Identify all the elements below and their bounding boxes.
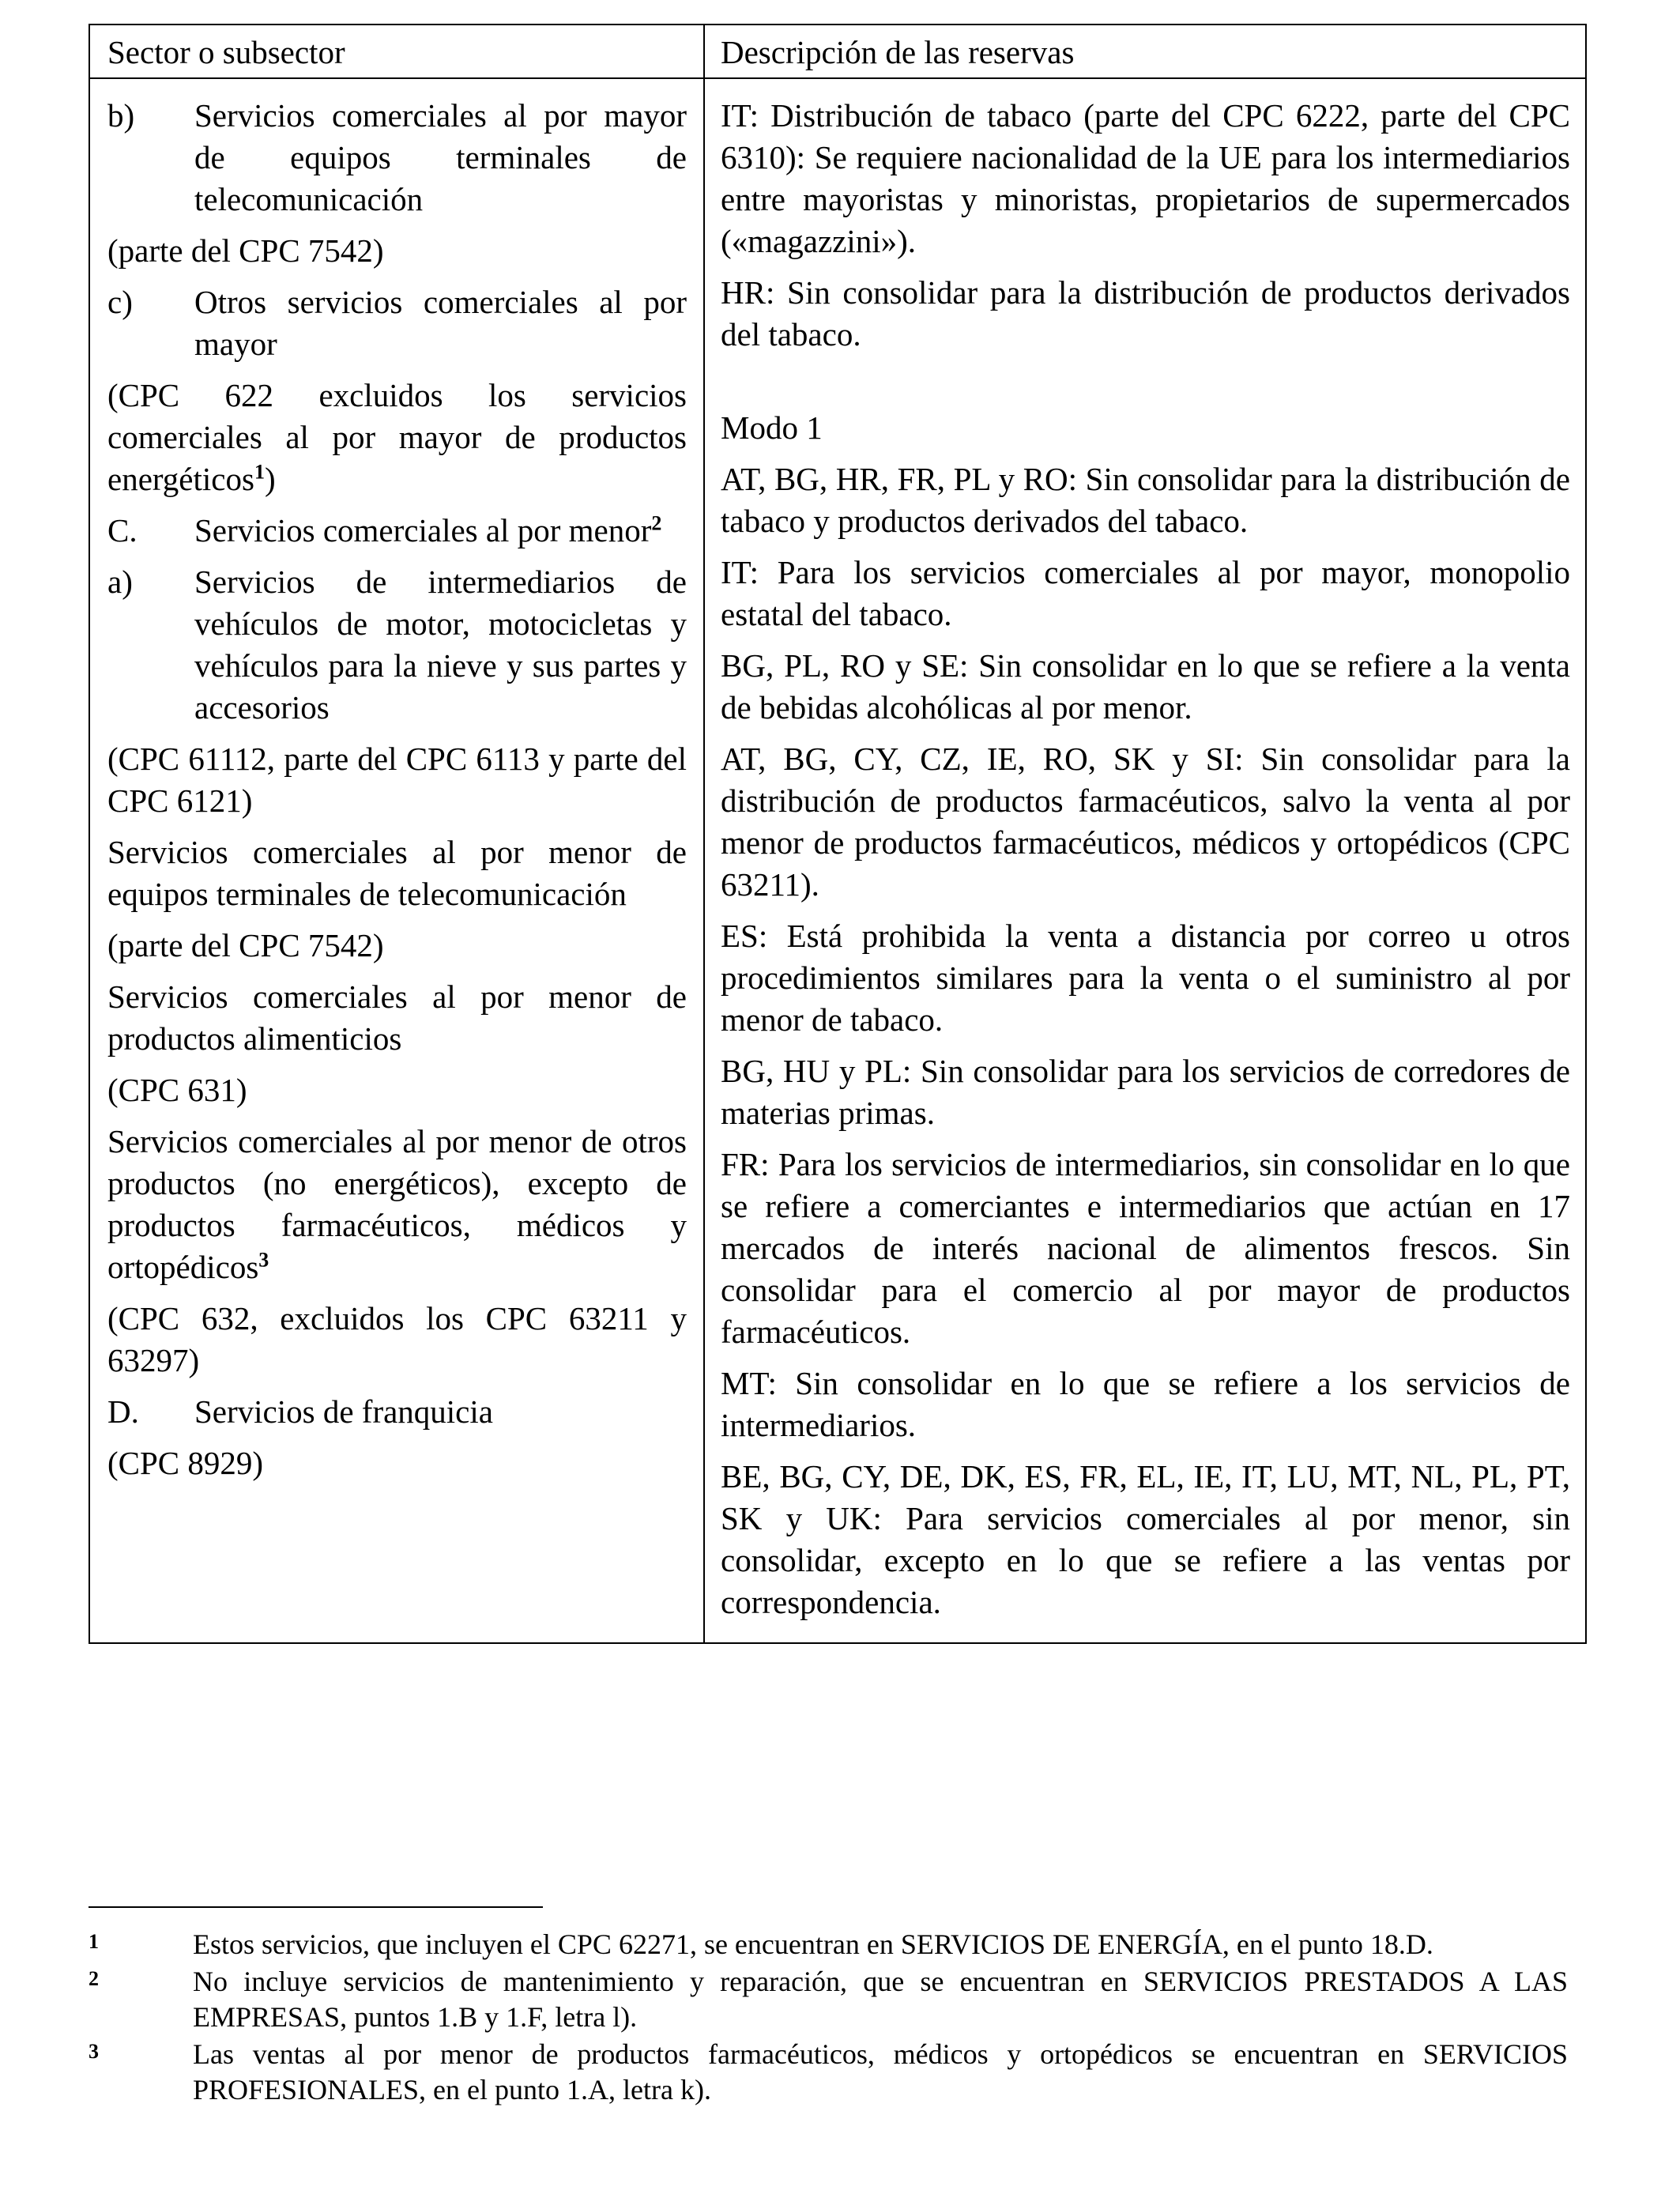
footnote-text: Estos servicios, que incluyen el CPC 62271, se encuentran en SERVICIOS DE ENERGÍA, en el punto 18.D. (193, 1928, 1433, 1960)
reservation-es-distance: ES: Está prohibida la venta a distancia por correo u otros procedimientos similares para la venta o el suministro al por menor de tabaco. (721, 918, 1570, 1038)
other-cpc: (CPC 632, excluidos los CPC 63211 y 63297) (107, 1300, 687, 1378)
reservation-bg-hu-pl: BG, HU y PL: Sin consolidar para los servicios de corredores de materias primas. (721, 1053, 1570, 1131)
footnote-number: 1 (89, 1930, 99, 1953)
item-D-text: Servicios de franquicia (194, 1393, 493, 1430)
item-C (107, 510, 687, 552)
item-a-cpc: (CPC 61112, parte del CPC 6113 y parte del CPC 6121) (107, 741, 687, 819)
footnote-number: 3 (89, 2040, 99, 2063)
sector-column (107, 95, 687, 1484)
footnote-text: No incluye servicios de mantenimiento y reparación, que se encuentran en SERVICIOS PRESTADOS A LAS EMPRESAS, puntos 1.B y 1.F, letra l). (193, 1966, 1568, 2033)
item-a-label: a) (107, 564, 133, 600)
item-c-cpc-text: (CPC 622 excluidos los servicios comerciales al por mayor de productos energéticos (107, 377, 687, 497)
footnote-ref-1[interactable]: 1 (254, 460, 265, 484)
reservation-mt: MT: Sin consolidar en lo que se refiere a los servicios de intermediarios. (721, 1365, 1570, 1443)
reservation-at-bg-hr: AT, BG, HR, FR, PL y RO: Sin consolidar para la distribución de tabaco y productos derivados del tabaco. (721, 461, 1570, 539)
telecom-retail: Servicios comerciales al por menor de equipos terminales de telecomunicación (107, 834, 687, 912)
footnote-1 (89, 1927, 1568, 1962)
item-a-text: Servicios de intermediarios de vehículos de motor, motocicletas y vehículos para la nieve y sus partes y accesorios (194, 564, 687, 726)
item-b-text: Servicios comerciales al por mayor de equipos terminales de telecomunicación (194, 97, 687, 217)
column-divider (703, 25, 705, 1642)
other-retail (107, 1121, 687, 1288)
other-retail-text: Servicios comerciales al por menor de otros productos (no energéticos), excepto de productos farmacéuticos, médicos y ortopédicos (107, 1123, 687, 1285)
footnote-rule (89, 1906, 543, 1908)
spacer (721, 356, 1570, 398)
item-C-label: C. (107, 512, 137, 548)
footnote-3 (89, 2037, 1568, 2108)
footnotes (89, 1927, 1568, 2108)
footnote-ref-2[interactable]: 2 (651, 511, 662, 535)
mode-heading: Modo 1 (721, 409, 823, 446)
reservation-at-pharma: AT, BG, CY, CZ, IE, RO, SK y SI: Sin consolidar para la distribución de productos farmacéuticos, salvo la venta al por menor de productos farmacéuticos, médicos y ortopédicos (CPC 63211). (721, 741, 1570, 903)
footnote-2 (89, 1964, 1568, 2035)
item-c-text: Otros servicios comerciales al por mayor (194, 284, 687, 362)
item-c (107, 281, 687, 365)
header-divider (90, 77, 1585, 79)
reservation-fr-markets: FR: Para los servicios de intermediarios, sin consolidar en lo que se refiere a comerciantes e intermediarios que actúan en 17 mercados de interés nacional de alimentos frescos. Sin consolidar para el comercio al por mayor de productos farmacéuticos. (721, 1146, 1570, 1350)
description-column (721, 95, 1570, 1623)
food-retail: Servicios comerciales al por menor de productos alimenticios (107, 978, 687, 1057)
item-C-text: Servicios comerciales al por menor (194, 512, 652, 548)
reservation-it-tobacco: IT: Distribución de tabaco (parte del CPC 6222, parte del CPC 6310): Se requiere nacionalidad de la UE para los intermediarios entre mayoristas y minoristas, propietarios de supermercados («magazzini»). (721, 97, 1570, 259)
footnote-ref-3[interactable]: 3 (258, 1248, 269, 1272)
item-D (107, 1391, 687, 1433)
reservations-table (89, 24, 1587, 1644)
item-b-label: b) (107, 97, 135, 134)
header-sector: Sector o subsector (107, 34, 345, 70)
reservation-hr-tobacco: HR: Sin consolidar para la distribución de productos derivados del tabaco. (721, 274, 1570, 352)
reservation-bg-pl-ro-se: BG, PL, RO y SE: Sin consolidar en lo que se refiere a la venta de bebidas alcohólicas al por menor. (721, 647, 1570, 726)
food-cpc: (CPC 631) (107, 1072, 247, 1108)
reservation-it-monopoly: IT: Para los servicios comerciales al por mayor, monopolio estatal del tabaco. (721, 554, 1570, 632)
item-c-label: c) (107, 284, 133, 320)
item-D-label: D. (107, 1393, 139, 1430)
reservation-be-list: BE, BG, CY, DE, DK, ES, FR, EL, IE, IT, LU, MT, NL, PL, PT, SK y UK: Para servicios comerciales al por menor, sin consolidar, excepto en lo que se refiere a las ventas por correspondencia. (721, 1458, 1570, 1620)
item-a (107, 561, 687, 729)
footnote-number: 2 (89, 1967, 99, 1990)
item-c-cpc-close: ) (264, 461, 276, 497)
header-description: Descripción de las reservas (721, 34, 1075, 70)
telecom-cpc: (parte del CPC 7542) (107, 927, 384, 963)
item-b (107, 95, 687, 221)
item-c-cpc (107, 375, 687, 500)
item-b-cpc: (parte del CPC 7542) (107, 232, 384, 269)
footnote-text: Las ventas al por menor de productos farmacéuticos, médicos y ortopédicos se encuentran en SERVICIOS PROFESIONALES, en el punto 1.A, letra k). (193, 2038, 1568, 2105)
item-D-cpc: (CPC 8929) (107, 1445, 264, 1481)
